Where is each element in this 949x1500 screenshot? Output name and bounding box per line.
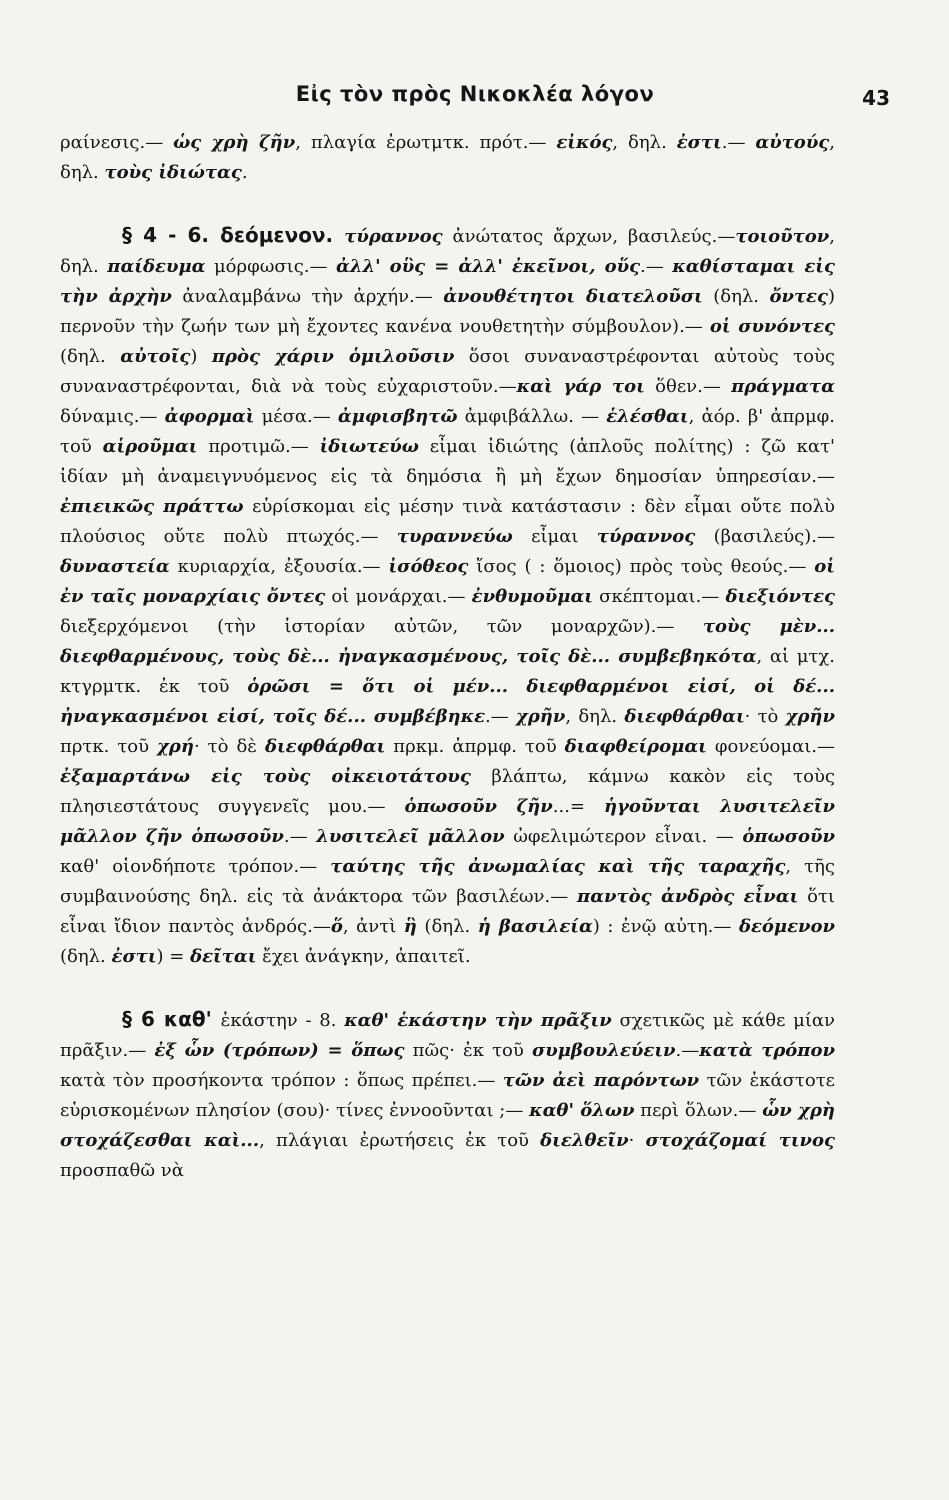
- gloss-text: σκέπτομαι.—: [593, 586, 726, 607]
- headword: στοχάζομαί τινος: [645, 1130, 835, 1151]
- gloss-text: , ἀόρ. β' ἀπρμφ. τοῦ: [60, 406, 835, 457]
- gloss-text: ...=: [552, 796, 604, 817]
- headword: παντὸς ἀνδρὸς εἶναι: [577, 886, 799, 907]
- gloss-text: (βασιλεύς).—: [695, 526, 835, 547]
- gloss-text: .—: [283, 826, 317, 847]
- headword: αἱροῦμαι: [102, 436, 198, 457]
- headword: ἐπιεικῶς πράττω: [60, 496, 244, 517]
- gloss-text: ) περνοῦν τὴν ζωήν των μὴ ἔχοντες κανένα νουθετητὴν σύμβουλον).—: [60, 286, 835, 337]
- headword: αὐτοῖς: [120, 346, 191, 367]
- section-marker: § 6 καθ': [122, 1007, 221, 1031]
- gloss-text: (δηλ.: [60, 946, 112, 967]
- gloss-text: ) =: [156, 946, 191, 967]
- headword: ἀμφισβητῶ: [337, 406, 458, 427]
- running-title: Εἰς τὸν πρὸς Νικοκλέα λόγον: [295, 82, 655, 106]
- gloss-text: διεξερχόμενοι (τὴν ἱστορίαν αὐτῶν, τῶν μοναρχῶν).—: [60, 616, 703, 637]
- gloss-text: τῶν ἑκάστοτε εὑρισκομένων πλησίον (σου)· τίνες ἐννοοῦνται ;—: [60, 1070, 836, 1121]
- gloss-text: , πλαγία ἐρωτμτκ. πρότ.—: [295, 132, 557, 153]
- gloss-text: .: [241, 162, 248, 183]
- paragraph: [60, 1004, 835, 1186]
- gloss-text: , ἀντὶ: [342, 916, 404, 937]
- gloss-text: · τὸ: [744, 706, 786, 727]
- gloss-text: πῶς· ἐκ τοῦ: [404, 1040, 532, 1061]
- headword: τοὺς μὲν... διεφθαρμένους, τοὺς δὲ... ἠναγκασμένους, τοῖς δὲ... συμβεβηκότα: [60, 616, 835, 667]
- page-number: 43: [862, 86, 890, 110]
- gloss-text: , δηλ.: [60, 226, 835, 277]
- gloss-text: (δηλ.: [60, 346, 121, 367]
- headword: οἱ ἐν ταῖς μοναρχίαις ὄντες: [60, 556, 836, 607]
- headword: ἣ: [403, 916, 417, 937]
- gloss-text: κατὰ τὸν προσήκοντα τρόπον : ὅπως πρέπει.—: [60, 1070, 503, 1091]
- gloss-text: · τὸ δὲ: [193, 736, 265, 757]
- paragraph: [60, 128, 835, 188]
- gloss-text: ἴσος ( : ὅμοιος) πρὸς τοὺς θεούς.—: [468, 556, 815, 577]
- headword: ὁρῶσι = ὅτι οἱ μέν... διεφθαρμένοι εἰσί, οἱ δέ... ἠναγκασμένοι εἰσί, τοῖς δέ... συμβέβηκε: [60, 676, 835, 727]
- gloss-text: , αἱ μτχ. κτγρμτκ. ἐκ τοῦ: [60, 646, 835, 697]
- paragraph: [60, 220, 835, 972]
- headword: πράγματα: [731, 376, 835, 397]
- headword: καθ' ἑκάστην τὴν πρᾶξιν: [344, 1010, 612, 1031]
- headword: οἱ συνόντες: [709, 316, 835, 337]
- gloss-text: .—: [721, 132, 756, 153]
- headword: ὧν χρὴ στοχάζεσθαι καὶ...: [60, 1100, 835, 1151]
- headword: ἡ βασιλεία: [477, 916, 593, 937]
- headword: ἐξ ὧν (τρόπων) = ὅπως: [154, 1040, 405, 1061]
- gloss-text: σχετικῶς μὲ κάθε μίαν πρᾶξιν.—: [60, 1010, 835, 1061]
- headword: καθίσταμαι εἰς τὴν ἀρχὴν: [60, 256, 835, 307]
- gloss-text: ) : ἐνῷ αὐτη.—: [592, 916, 739, 937]
- headword: ἀνουθέτητοι διατελοῦσι: [443, 286, 703, 307]
- headword: διεφθάρθαι: [624, 706, 745, 727]
- headword: χρῆν: [785, 706, 835, 727]
- gloss-text: , τῆς συμβαινούσης δηλ. εἰς τὰ ἀνάκτορα τῶν βασιλέων.—: [60, 856, 835, 907]
- headword: ἐνθυμοῦμαι: [471, 586, 594, 607]
- gloss-text: ὠφελιμώτερον εἶναι. —: [504, 826, 743, 847]
- headword: ἀφορμαὶ: [164, 406, 255, 427]
- gloss-text: ἑκάστην - 8.: [220, 1010, 345, 1031]
- headword: ἑλέσθαι: [606, 406, 689, 427]
- gloss-text: .—: [485, 706, 516, 727]
- headword: ὁπωσοῦν: [742, 826, 835, 847]
- headword: συμβουλεύειν: [531, 1040, 676, 1061]
- gloss-text: περὶ ὅλων.—: [634, 1100, 763, 1121]
- headword: ὁπωσοῦν ζῆν: [404, 796, 553, 817]
- headword: ὄντες: [769, 286, 828, 307]
- gloss-text: εἶμαι ἰδιώτης (ἁπλοῦς πολίτης) : ζῶ κατ' ἰδίαν μὴ ἀναμειγνυόμενος εἰς τὰ δημόσια ἢ μὴ ἔχων δημοσίαν ὑπηρεσίαν.—: [60, 436, 835, 487]
- page-header: [60, 82, 890, 118]
- gloss-text: ἀμφιβάλλω. —: [457, 406, 607, 427]
- headword: ἡγοῦνται λυσιτελεῖν μᾶλλον ζῆν ὁπωσοῦν: [60, 796, 835, 847]
- gloss-text: ἔχει ἀνάγκην, ἀπαιτεῖ.: [256, 946, 471, 967]
- headword: καὶ γάρ τοι: [516, 376, 645, 397]
- gloss-text: μέσα.—: [254, 406, 338, 427]
- headword: ἐστι: [111, 946, 157, 967]
- gloss-text: ): [190, 346, 212, 367]
- gloss-text: , δηλ.: [612, 132, 677, 153]
- gloss-text: , δηλ.: [60, 132, 836, 183]
- headword: διελθεῖν: [540, 1130, 629, 1151]
- gloss-text: (δηλ.: [416, 916, 478, 937]
- headword: τῶν ἀεὶ παρόντων: [502, 1070, 700, 1091]
- gloss-text: εὑρίσκομαι εἰς μέσην τινὰ κατάστασιν : δὲν εἶμαι οὔτε πολὺ πλούσιος οὔτε πολὺ πτωχός.—: [60, 496, 835, 547]
- gloss-text: κυριαρχία, ἐξουσία.—: [169, 556, 389, 577]
- gloss-text: προσπαθῶ νὰ: [60, 1160, 184, 1181]
- headword: διεφθάρθαι: [264, 736, 386, 757]
- headword: ὡς χρὴ ζῆν: [173, 132, 296, 153]
- gloss-text: προτιμῶ.—: [197, 436, 320, 457]
- gloss-text: μόρφωσις.—: [205, 256, 337, 277]
- headword: αὐτούς: [755, 132, 830, 153]
- gloss-text: ὅθεν.—: [644, 376, 732, 397]
- gloss-text: , πλάγιαι ἐρωτήσεις ἐκ τοῦ: [259, 1130, 541, 1151]
- headword: διαφθείρομαι: [564, 736, 707, 757]
- gloss-text: πρκμ. ἀπρμφ. τοῦ: [385, 736, 565, 757]
- commentary-text: [60, 128, 835, 1186]
- headword: χρή: [157, 736, 194, 757]
- headword: τοὺς ἰδιώτας: [104, 162, 242, 183]
- headword: ὅ: [330, 916, 343, 937]
- headword: πρὸς χάριν ὁμιλοῦσιν: [211, 346, 455, 367]
- gloss-text: ·: [628, 1130, 646, 1151]
- headword: δεῖται: [190, 946, 257, 967]
- headword: κατὰ τρόπον: [699, 1040, 835, 1061]
- headword: δεόμενον: [738, 916, 835, 937]
- headword: εἰκός: [556, 132, 613, 153]
- gloss-text: , δηλ.: [565, 706, 625, 727]
- gloss-text: ἀνώτατος ἄρχων, βασιλεύς.—: [442, 226, 736, 247]
- gloss-text: εἶμαι: [512, 526, 597, 547]
- headword: διεξιόντες: [725, 586, 835, 607]
- headword: χρῆν: [516, 706, 566, 727]
- headword: ἀλλ' οὓς = ἀλλ' ἐκεῖνοι, οὕς: [336, 256, 641, 277]
- gloss-text: οἱ μονάρχαι.—: [325, 586, 472, 607]
- gloss-text: φονεύομαι.—: [706, 736, 835, 757]
- gloss-text: πρτκ. τοῦ: [60, 736, 158, 757]
- gloss-text: ραίνεσις.—: [60, 132, 174, 153]
- headword: τυραννεύω: [396, 526, 513, 547]
- gloss-text: (δηλ.: [702, 286, 770, 307]
- headword: τύραννος: [596, 526, 696, 547]
- gloss-text: καθ' οἱονδήποτε τρόπον.—: [60, 856, 331, 877]
- headword: τοιοῦτον: [735, 226, 830, 247]
- headword: ἐξαμαρτάνω εἰς τοὺς οἰκειοτάτους: [60, 766, 471, 787]
- gloss-text: .—: [675, 1040, 700, 1061]
- gloss-text: .—: [640, 256, 673, 277]
- section-marker: § 4 - 6. δεόμενον.: [122, 223, 345, 247]
- gloss-text: ὅτι εἶναι ἴδιον παντὸς ἀνδρός.—: [60, 886, 835, 937]
- headword: καθ' ὅλων: [529, 1100, 635, 1121]
- headword: τύραννος: [344, 226, 443, 247]
- gloss-text: δύναμις.—: [60, 406, 165, 427]
- headword: ἰσόθεος: [388, 556, 469, 577]
- headword: ταύτης τῆς ἀνωμαλίας καὶ τῆς ταραχῆς: [330, 856, 786, 877]
- headword: ἐστι: [676, 132, 722, 153]
- headword: παίδευμα: [107, 256, 206, 277]
- gloss-text: ἀναλαμβάνω τὴν ἀρχήν.—: [171, 286, 444, 307]
- gloss-text: ὅσοι συναναστρέφονται αὐτοὺς τοὺς συναναστρέφονται, διὰ νὰ τοὺς εὐχαριστοῦν.—: [60, 346, 836, 397]
- headword: δυναστεία: [60, 556, 170, 577]
- headword: ἰδιωτεύω: [319, 436, 419, 457]
- gloss-text: βλάπτω, κάμνω κακὸν εἰς τοὺς πλησιεστάτους συγγενεῖς μου.—: [60, 766, 835, 817]
- headword: λυσιτελεῖ μᾶλλον: [316, 826, 505, 847]
